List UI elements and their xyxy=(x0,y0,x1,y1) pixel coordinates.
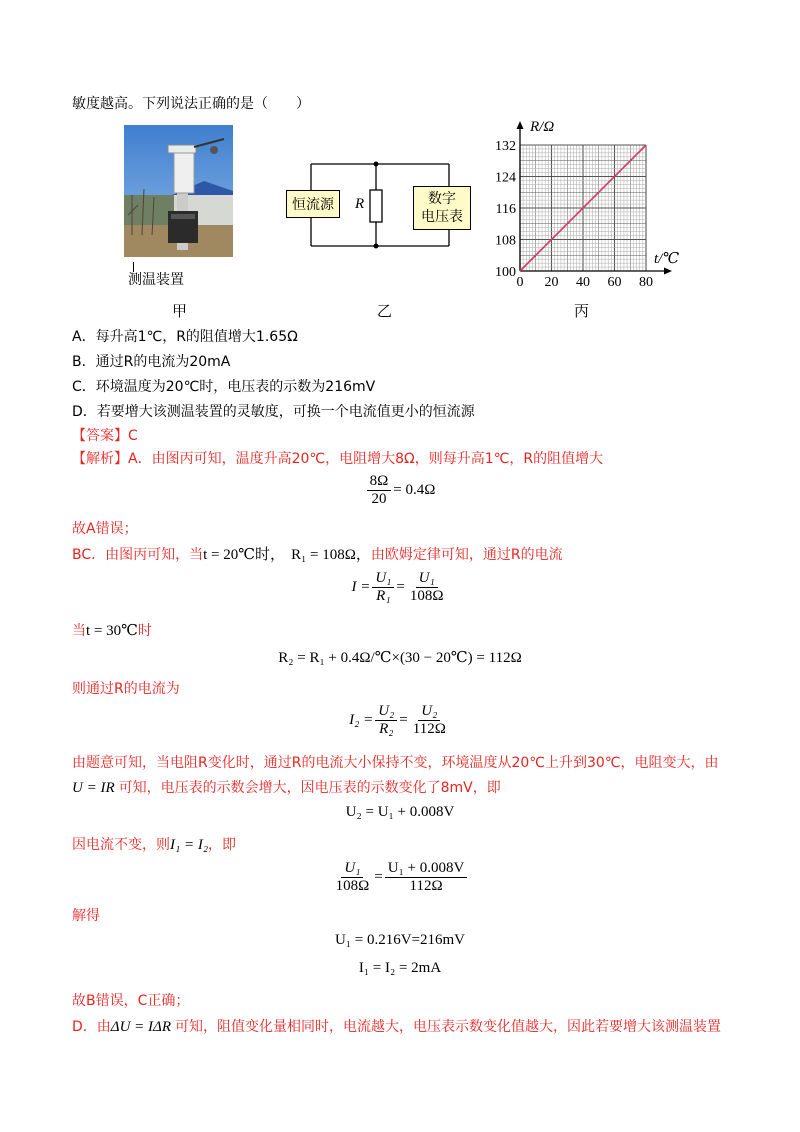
voltmeter-label-line2: 电压表 xyxy=(421,209,463,225)
eq-i1-equals: = xyxy=(396,579,405,595)
bc-text-2: 由欧姆定律可知，通过R的电流 xyxy=(370,547,563,563)
bc-conclusion: 故B错误，C正确； xyxy=(72,993,190,1009)
when-30-a: 当 xyxy=(72,623,86,639)
when-30-c: 时 xyxy=(137,623,152,639)
x-tick-label: 20 xyxy=(544,275,559,290)
equation-a xyxy=(0,473,800,508)
circuit-diagram xyxy=(285,160,471,250)
equation-r2 xyxy=(0,648,800,667)
y-tick-label: 100 xyxy=(495,265,516,280)
analysis-a xyxy=(72,450,603,468)
equation-u1 xyxy=(0,932,800,949)
analysis-bc xyxy=(72,546,563,564)
eq-i2-den2: 112Ω xyxy=(412,721,446,737)
equation-i2 xyxy=(0,703,800,738)
eq-i2-num2: U₂ xyxy=(418,703,440,721)
eq-i2-num1: U₂ xyxy=(375,703,397,721)
eq-ratio-num2: U₁ + 0.008V xyxy=(385,860,468,878)
option-a: A．每升高1℃，R的阻值增大1.65Ω xyxy=(72,329,298,345)
const-c: ，即 xyxy=(208,837,237,853)
eq-i1-num1: U₁ xyxy=(372,570,394,588)
y-tick-label: 116 xyxy=(495,202,516,217)
measuring-device-photo xyxy=(124,125,233,257)
equation-i xyxy=(0,960,800,977)
para-1: 由题意可知，当电阻R变化时，通过R的电流大小保持不变，环境温度从20℃上升到30℃，电阻变大，由 xyxy=(72,755,719,771)
eq-r2: R₂ = R₁ + 0.4Ω/℃×(30 − 20℃) = 112Ω xyxy=(278,650,522,666)
eq-i2-equals: = xyxy=(399,712,408,728)
x-tick-label: 0 xyxy=(516,275,524,290)
x-tick-label: 60 xyxy=(607,275,622,290)
eq-ratio-num1: U₁ xyxy=(341,860,363,878)
bc-text-1: BC．由图丙可知，当 xyxy=(72,547,204,563)
eq-ratio-equals: = xyxy=(374,869,383,885)
x-axis-label: t/℃ xyxy=(654,251,680,267)
eq-i1-num2: U₁ xyxy=(416,570,438,588)
resistor-label: R xyxy=(355,196,365,212)
eq-i: I₁ = I₂ = 2mA xyxy=(358,960,442,976)
question-stem: 敏度越高。下列说法正确的是（ ） xyxy=(72,96,310,112)
when-30 xyxy=(72,622,152,640)
para-2-formula: U = IR xyxy=(72,780,115,796)
a-wrong: 故A错误； xyxy=(72,521,138,537)
photo-label: 测温装置 xyxy=(128,272,184,288)
d-text-2: 可知，阻值变化量相同时，电流越大，电压表示数变化值越大，因此若要增大该测温装置 xyxy=(175,1019,722,1035)
answer-label: 【答案】 xyxy=(72,428,128,444)
current-source-label: 恒流源 xyxy=(292,197,334,213)
eq-a-num: 8Ω xyxy=(367,473,392,491)
const-current xyxy=(72,836,236,854)
y-tick-label: 124 xyxy=(495,170,516,186)
eq-i2-lhs: I₂ = xyxy=(349,712,374,728)
y-tick-label: 132 xyxy=(495,139,516,154)
eq-a-rhs: = 0.4Ω xyxy=(393,482,436,498)
eq-u2: U₂ = U₁ + 0.008V xyxy=(345,804,455,820)
resistance-temperature-chart xyxy=(480,115,690,295)
eq-a-den: 20 xyxy=(371,491,387,507)
x-tick-label: 40 xyxy=(576,275,590,290)
current-source-box xyxy=(286,190,340,218)
figure-caption-jia: 甲 xyxy=(172,302,188,320)
equation-ratio xyxy=(0,860,800,895)
analysis-d xyxy=(72,1018,721,1036)
solve-label: 解得 xyxy=(72,908,100,924)
then-i2: 则通过R的电流为 xyxy=(72,681,180,697)
bc-t1: t = 20℃时， xyxy=(203,547,286,563)
option-c: C．环境温度为20℃时，电压表的示数为216mV xyxy=(72,379,376,395)
eq-i1-lhs: I = xyxy=(351,579,371,595)
when-30-b: t = 30℃ xyxy=(86,623,138,639)
voltmeter-label-line1: 数字 xyxy=(428,191,456,207)
eq-i1-den2: 108Ω xyxy=(409,588,444,604)
para-2-text: 可知，电压表的示数会增大，因电压表的示数变化了8mV，即 xyxy=(118,780,501,796)
bc-r1: R₁ = 108Ω， xyxy=(291,547,371,563)
answer-value: C xyxy=(128,428,138,444)
d-formula: ΔU = IΔR xyxy=(110,1019,172,1035)
answer-line xyxy=(72,427,138,445)
figure-caption-yi: 乙 xyxy=(377,302,393,320)
y-axis-arrow xyxy=(517,121,524,129)
y-tick-label: 108 xyxy=(495,233,516,249)
photo-label-pointer xyxy=(133,262,134,272)
const-a: 因电流不变，则 xyxy=(72,837,170,853)
const-b: I₁ = I₂ xyxy=(170,837,209,853)
eq-ratio-den1: 108Ω xyxy=(335,878,370,894)
x-axis-arrow xyxy=(664,268,672,275)
d-text-1: D．由 xyxy=(72,1019,111,1035)
equation-u2 xyxy=(0,804,800,821)
option-d: D．若要增大该测温装置的灵敏度，可换一个电流值更小的恒流源 xyxy=(72,404,475,420)
y-axis-label: R/Ω xyxy=(530,119,555,135)
analysis-a-text: A．由图丙可知，温度升高20℃，电阻增大8Ω，则每升高1℃，R的阻值增大 xyxy=(128,451,604,467)
figure-caption-bing: 丙 xyxy=(574,302,590,320)
eq-i2-den1: R₂ xyxy=(379,721,394,737)
digital-voltmeter-box xyxy=(413,186,471,230)
para-2 xyxy=(72,779,501,797)
eq-u1: U₁ = 0.216V=216mV xyxy=(334,932,466,948)
analysis-label: 【解析】 xyxy=(72,451,128,467)
equation-i1 xyxy=(0,570,800,605)
option-b: B．通过R的电流为20mA xyxy=(72,354,231,370)
eq-ratio-den2: 112Ω xyxy=(409,878,443,894)
eq-i1-den1: R₁ xyxy=(376,588,391,604)
x-tick-label: 80 xyxy=(639,275,653,290)
